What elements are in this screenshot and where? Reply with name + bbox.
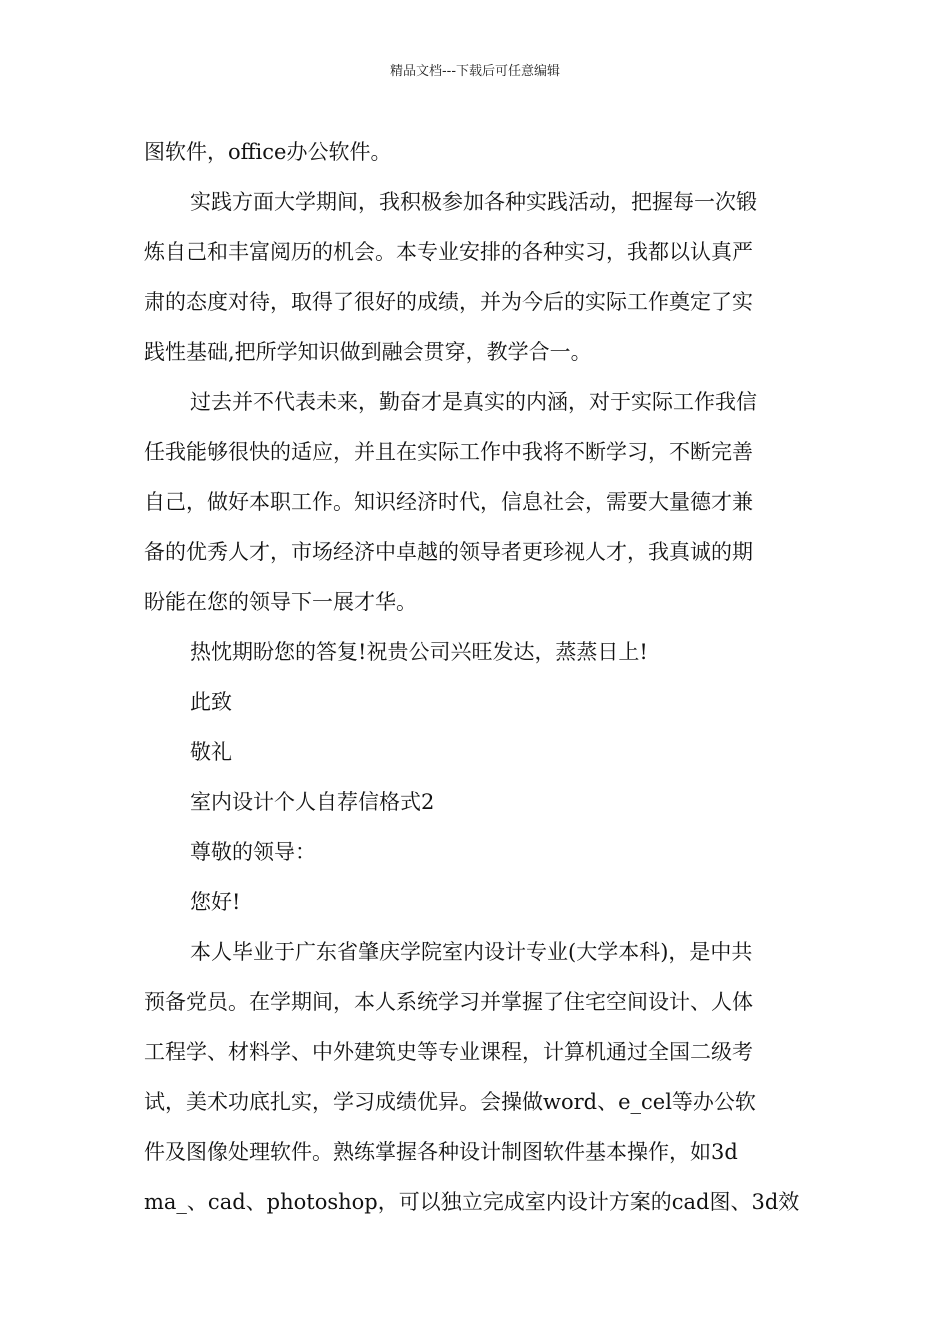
document-body [144, 127, 808, 1227]
text-line: 此致 [190, 690, 232, 714]
text-line: ma_、cad、photoshop，可以独立完成室内设计方案的cad图、3d效 [144, 1190, 800, 1214]
text-line: 件及图像处理软件。熟练掌握各种设计制图软件基本操作，如3d [144, 1140, 738, 1164]
text-line: 肃的态度对待，取得了很好的成绩，并为今后的实际工作奠定了实 [144, 290, 753, 314]
text-line: 过去并不代表未来，勤奋才是真实的内涵，对于实际工作我信 [190, 390, 757, 414]
text-line: 自己，做好本职工作。知识经济时代，信息社会，需要大量德才兼 [144, 490, 753, 514]
text-line: 践性基础,把所学知识做到融会贯穿，教学合一。 [144, 340, 592, 364]
text-line: 热忱期盼您的答复!祝贵公司兴旺发达，蒸蒸日上! [190, 640, 648, 664]
text-line: 炼自己和丰富阅历的机会。本专业安排的各种实习，我都以认真严 [144, 240, 753, 264]
page-header: 精品文档---下载后可任意编辑 [389, 64, 561, 79]
text-line: 工程学、材料学、中外建筑史等专业课程，计算机通过全国二级考 [144, 1040, 753, 1064]
text-line: 实践方面大学期间，我积极参加各种实践活动，把握每一次锻 [190, 190, 757, 214]
text-line: 任我能够很快的适应，并且在实际工作中我将不断学习，不断完善 [144, 440, 753, 464]
text-line: 备的优秀人才，市场经济中卓越的领导者更珍视人才，我真诚的期 [144, 540, 753, 564]
text-line: 本人毕业于广东省肇庆学院室内设计专业(大学本科)，是中共 [190, 940, 753, 964]
text-line: 尊敬的领导： [190, 840, 316, 864]
text-line: 预备党员。在学期间，本人系统学习并掌握了住宅空间设计、人体 [144, 990, 753, 1014]
text-line: 敬礼 [190, 740, 232, 764]
text-line: 室内设计个人自荐信格式2 [190, 790, 435, 814]
text-line: 盼能在您的领导下一展才华。 [144, 590, 417, 614]
text-line: 试，美术功底扎实，学习成绩优异。会操做word、e_cel等办公软 [144, 1090, 756, 1114]
text-line: 图软件，office办公软件。 [144, 140, 392, 164]
text-line: 您好! [190, 890, 241, 914]
